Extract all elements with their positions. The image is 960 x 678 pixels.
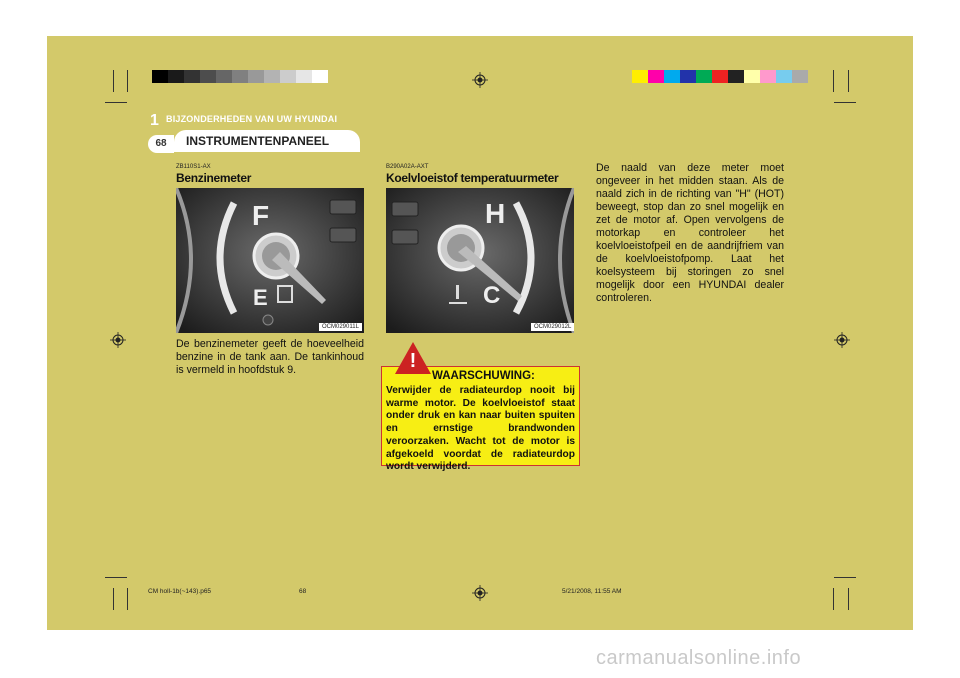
- coolant-gauge-description: De naald van deze meter moet ongeveer in het midden staan. Als de naald zich in de richting van "H" (HOT) beweegt, stop dan zo snel mogelijk en zet de motor af. Open vervolgens de motorkap en controleer het koelvloeistofpeil en de aandrijfriem van de koelvloeistofpomp. Laat het koelsysteem bij storingen zo snel mogelijk door een HYUNDAI dealer controleren.: [596, 162, 784, 304]
- color-calibration-bar: [632, 70, 808, 83]
- calibration-swatch: [776, 70, 792, 83]
- grayscale-calibration-bar: [152, 70, 328, 83]
- calibration-swatch: [280, 70, 296, 83]
- calibration-swatch: [744, 70, 760, 83]
- gauge-empty-letter: E: [253, 285, 268, 310]
- calibration-swatch: [648, 70, 664, 83]
- calibration-swatch: [248, 70, 264, 83]
- fuel-gauge-description: De benzinemeter geeft de hoeveelheid benzine in de tank aan. De tankinhoud is vermeld in hoofdstuk 9.: [176, 338, 364, 376]
- warning-text: Verwijder de radiateurdop nooit bij warme motor. De koelvloeistof staat onder druk en kan naar buiten spuiten en ernstige brandwonden veroorzaken. Wacht tot de motor is afgekoeld voordat de radiateurdop wordt verwijderd.: [386, 385, 575, 473]
- calibration-swatch: [712, 70, 728, 83]
- warning-triangle-icon: [393, 340, 433, 376]
- gauge-cold-letter: C: [483, 282, 501, 309]
- coolant-gauge-image: [386, 188, 574, 333]
- calibration-swatch: [152, 70, 168, 83]
- calibration-swatch: [792, 70, 808, 83]
- footer-file: CM holl-1b(~143).p65: [148, 588, 212, 595]
- section-code: B290A02A-AXT: [386, 164, 429, 170]
- watermark: carmanualsonline.info: [596, 647, 802, 669]
- calibration-swatch: [232, 70, 248, 83]
- calibration-swatch: [696, 70, 712, 83]
- page-number: 68: [148, 135, 174, 153]
- chapter-title: BIJZONDERHEDEN VAN UW HYUNDAI: [166, 114, 338, 124]
- calibration-swatch: [264, 70, 280, 83]
- footer-timestamp: 5/21/2008, 11:55 AM: [562, 588, 622, 595]
- calibration-swatch: [312, 70, 328, 83]
- registration-mark-icon: [472, 72, 488, 88]
- gauge-hot-letter: H: [485, 198, 506, 229]
- fuel-gauge-heading: Benzinemeter: [176, 171, 252, 185]
- registration-mark-icon: [472, 585, 488, 601]
- fuel-gauge-image: [176, 188, 364, 333]
- calibration-swatch: [200, 70, 216, 83]
- calibration-swatch: [760, 70, 776, 83]
- calibration-swatch: [632, 70, 648, 83]
- chapter-number: 1: [150, 112, 159, 129]
- calibration-swatch: [168, 70, 184, 83]
- warning-title: WAARSCHUWING:: [432, 370, 535, 382]
- gauge-full-letter: F: [252, 200, 270, 231]
- warning-symbol: !: [409, 350, 417, 372]
- image-label: OCM029011L: [319, 323, 362, 331]
- calibration-swatch: [664, 70, 680, 83]
- calibration-swatch: [680, 70, 696, 83]
- coolant-gauge-heading: Koelvloeistof temperatuurmeter: [386, 171, 559, 185]
- calibration-swatch: [296, 70, 312, 83]
- footer-page: 68: [299, 588, 307, 595]
- image-label: OCM029012L: [531, 323, 574, 331]
- section-code: ZB110S1-AX: [176, 164, 211, 170]
- calibration-swatch: [184, 70, 200, 83]
- registration-mark-icon: [110, 332, 126, 348]
- warning-box: [381, 366, 580, 473]
- calibration-swatch: [216, 70, 232, 83]
- page-background: [47, 36, 913, 630]
- section-title: INSTRUMENTENPANEEL: [174, 130, 360, 152]
- registration-mark-icon: [834, 332, 850, 348]
- calibration-swatch: [728, 70, 744, 83]
